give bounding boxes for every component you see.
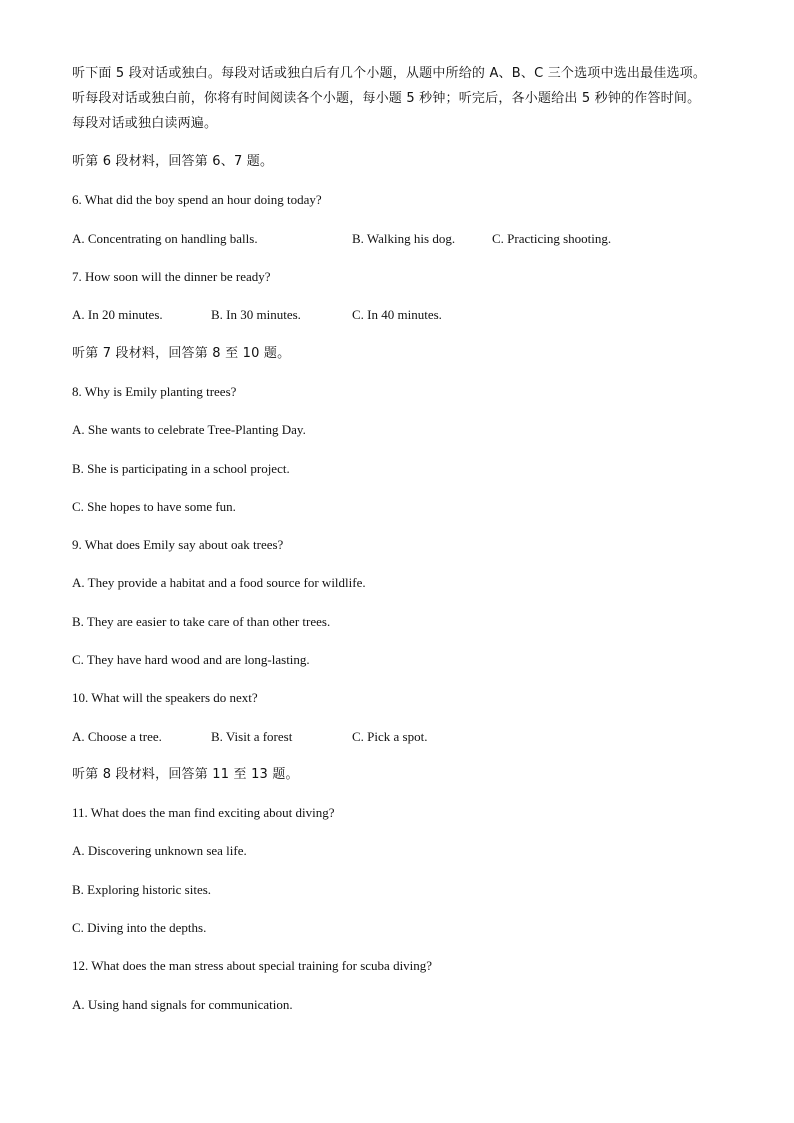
option-6a: A. Concentrating on handling balls. (72, 231, 258, 246)
question-9: 9. What does Emily say about oak trees? (72, 537, 284, 552)
intro-line-2: 听每段对话或独白前，你将有时间阅读各个小题，每小题 5 秒钟；听完后，各小题给出 5 秒钟的作答时间。 (72, 91, 701, 106)
option-9c: C. They have hard wood and are long-lasting. (72, 652, 310, 667)
option-10a: A. Choose a tree. (72, 729, 162, 744)
option-12a: A. Using hand signals for communication. (72, 997, 293, 1012)
section-heading-8: 听第 8 段材料，回答第 11 至 13 题。 (72, 767, 299, 782)
option-11c: C. Diving into the depths. (72, 920, 207, 935)
question-8: 8. Why is Emily planting trees? (72, 384, 237, 399)
option-7c: C. In 40 minutes. (352, 307, 442, 322)
question-6: 6. What did the boy spend an hour doing today? (72, 192, 322, 207)
intro-line-1: 听下面 5 段对话或独白。每段对话或独白后有几个小题，从题中所给的 A、B、C 三个选项中选出最佳选项。 (72, 66, 707, 81)
option-10b: B. Visit a forest (211, 729, 293, 744)
option-8a: A. She wants to celebrate Tree-Planting Day. (72, 422, 306, 437)
question-10: 10. What will the speakers do next? (72, 690, 258, 705)
option-7a: A. In 20 minutes. (72, 307, 163, 322)
option-9a: A. They provide a habitat and a food source for wildlife. (72, 575, 366, 590)
question-7: 7. How soon will the dinner be ready? (72, 269, 271, 284)
section-heading-7: 听第 7 段材料，回答第 8 至 10 题。 (72, 346, 291, 361)
option-6b: B. Walking his dog. (352, 231, 456, 246)
question-12: 12. What does the man stress about special training for scuba diving? (72, 958, 433, 973)
section-heading-6: 听第 6 段材料，回答第 6、7 题。 (72, 154, 274, 169)
option-8c: C. She hopes to have some fun. (72, 499, 236, 514)
option-7b: B. In 30 minutes. (211, 307, 301, 322)
option-6c: C. Practicing shooting. (492, 231, 612, 246)
option-8b: B. She is participating in a school project. (72, 461, 290, 476)
question-11: 11. What does the man find exciting about diving? (72, 805, 335, 820)
option-11b: B. Exploring historic sites. (72, 882, 212, 897)
option-9b: B. They are easier to take care of than other trees. (72, 614, 331, 629)
intro-line-3: 每段对话或独白读两遍。 (72, 116, 218, 131)
option-10c: C. Pick a spot. (352, 729, 428, 744)
option-11a: A. Discovering unknown sea life. (72, 843, 247, 858)
